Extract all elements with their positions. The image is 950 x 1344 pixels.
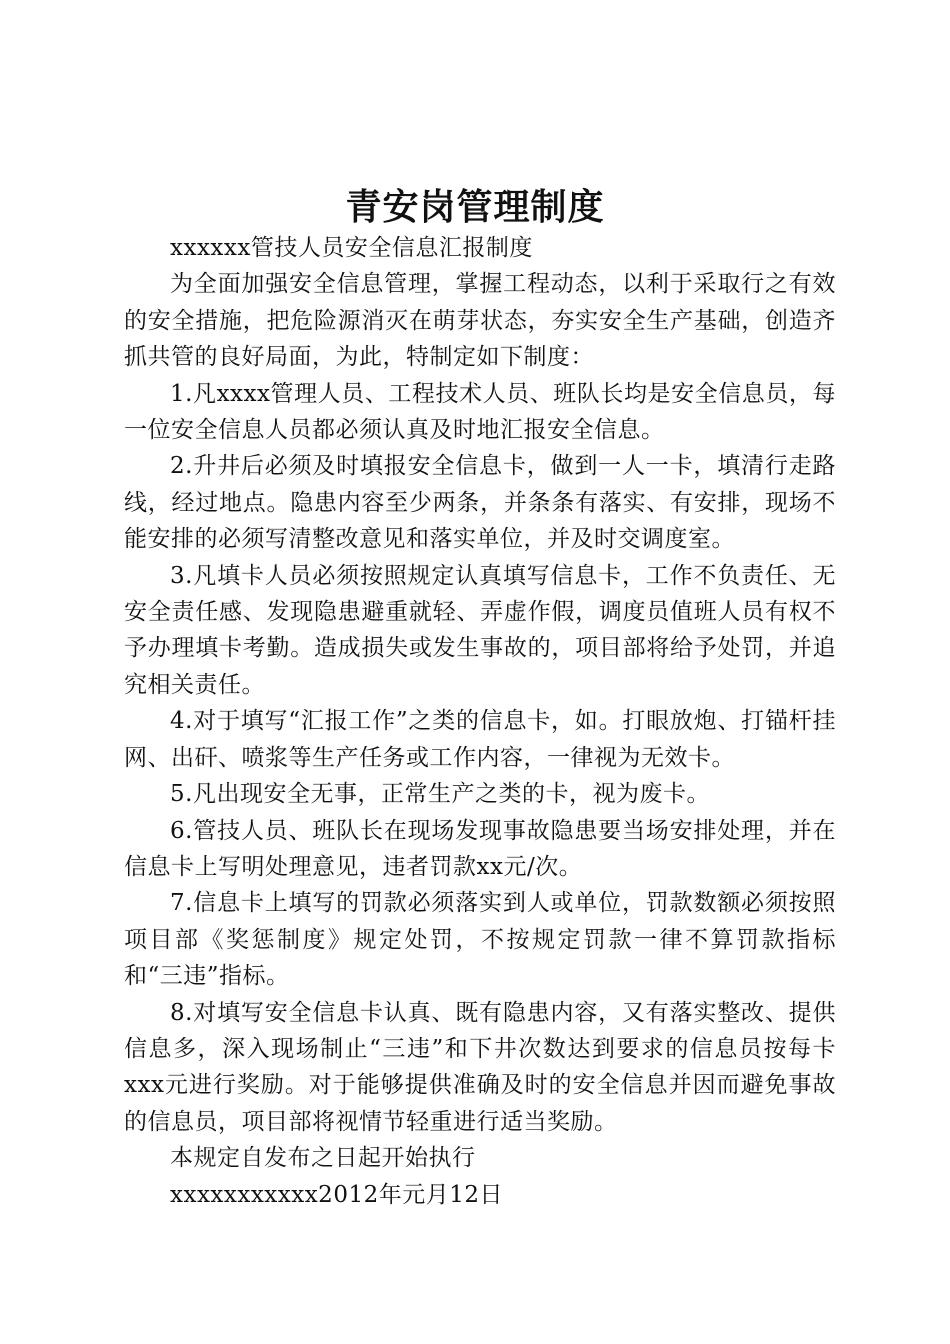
rule-6-paragraph: 6.管技人员、班队长在现场发现事故隐患要当场安排处理，并在信息卡上写明处理意见，违者罚款xx元/次。 xyxy=(124,817,836,880)
rule-4-paragraph: 4.对于填写“汇报工作”之类的信息卡，如。打眼放炮、打锚杆挂网、出矸、喷浆等生产任务或工作内容，一律视为无效卡。 xyxy=(124,708,836,771)
intro-paragraph: 为全面加强安全信息管理，掌握工程动态，以利于采取行之有效的安全措施，把危险源消灭在萌芽状态，夯实安全生产基础，创造齐抓共管的良好局面，为此，特制定如下制度： xyxy=(124,271,836,371)
rule-7-paragraph: 7.信息卡上填写的罚款必须落实到人或单位，罚款数额必须按照项目部《奖惩制度》规定处罚，不按规定罚款一律不算罚款指标和“三违”指标。 xyxy=(124,890,836,990)
rule-5-paragraph: 5.凡出现安全无事，正常生产之类的卡，视为废卡。 xyxy=(170,781,710,808)
rule-2-paragraph: 2.升井后必须及时填报安全信息卡，做到一人一卡，填清行走路线，经过地点。隐患内容至少两条，并条条有落实、有安排，现场不能安排的必须写清整改意见和落实单位，并及时交调度室。 xyxy=(124,453,836,553)
rule-1-paragraph: 1.凡xxxx管理人员、工程技术人员、班队长均是安全信息员，每一位安全信息人员都必须认真及时地汇报安全信息。 xyxy=(124,380,836,444)
effective-statement: 本规定自发布之日起开始执行 xyxy=(170,1145,476,1172)
rule-8-paragraph: 8.对填写安全信息卡认真、既有隐患内容，又有落实整改、提供信息多，深入现场制止“三违”和下井次数达到要求的信息员按每卡xxx元进行奖励。对于能够提供准确及时的安全信息并因而避免事故的信息员，项目部将视情节轻重进行适当奖励。 xyxy=(124,999,836,1135)
subtitle-line: xxxxxx管技人员安全信息汇报制度 xyxy=(170,235,533,261)
document-body xyxy=(124,230,836,1213)
signature-date-line: xxxxxxxxxxx2012年元月12日 xyxy=(170,1181,503,1208)
document-title: 青安岗管理制度 xyxy=(345,187,605,228)
rule-3-paragraph: 3.凡填卡人员必须按照规定认真填写信息卡，工作不负责任、无安全责任感、发现隐患避重就轻、弄虚作假，调度员值班人员有权不予办理填卡考勤。造成损失或发生事故的，项目部将给予处罚，并追究相关责任。 xyxy=(124,562,836,698)
